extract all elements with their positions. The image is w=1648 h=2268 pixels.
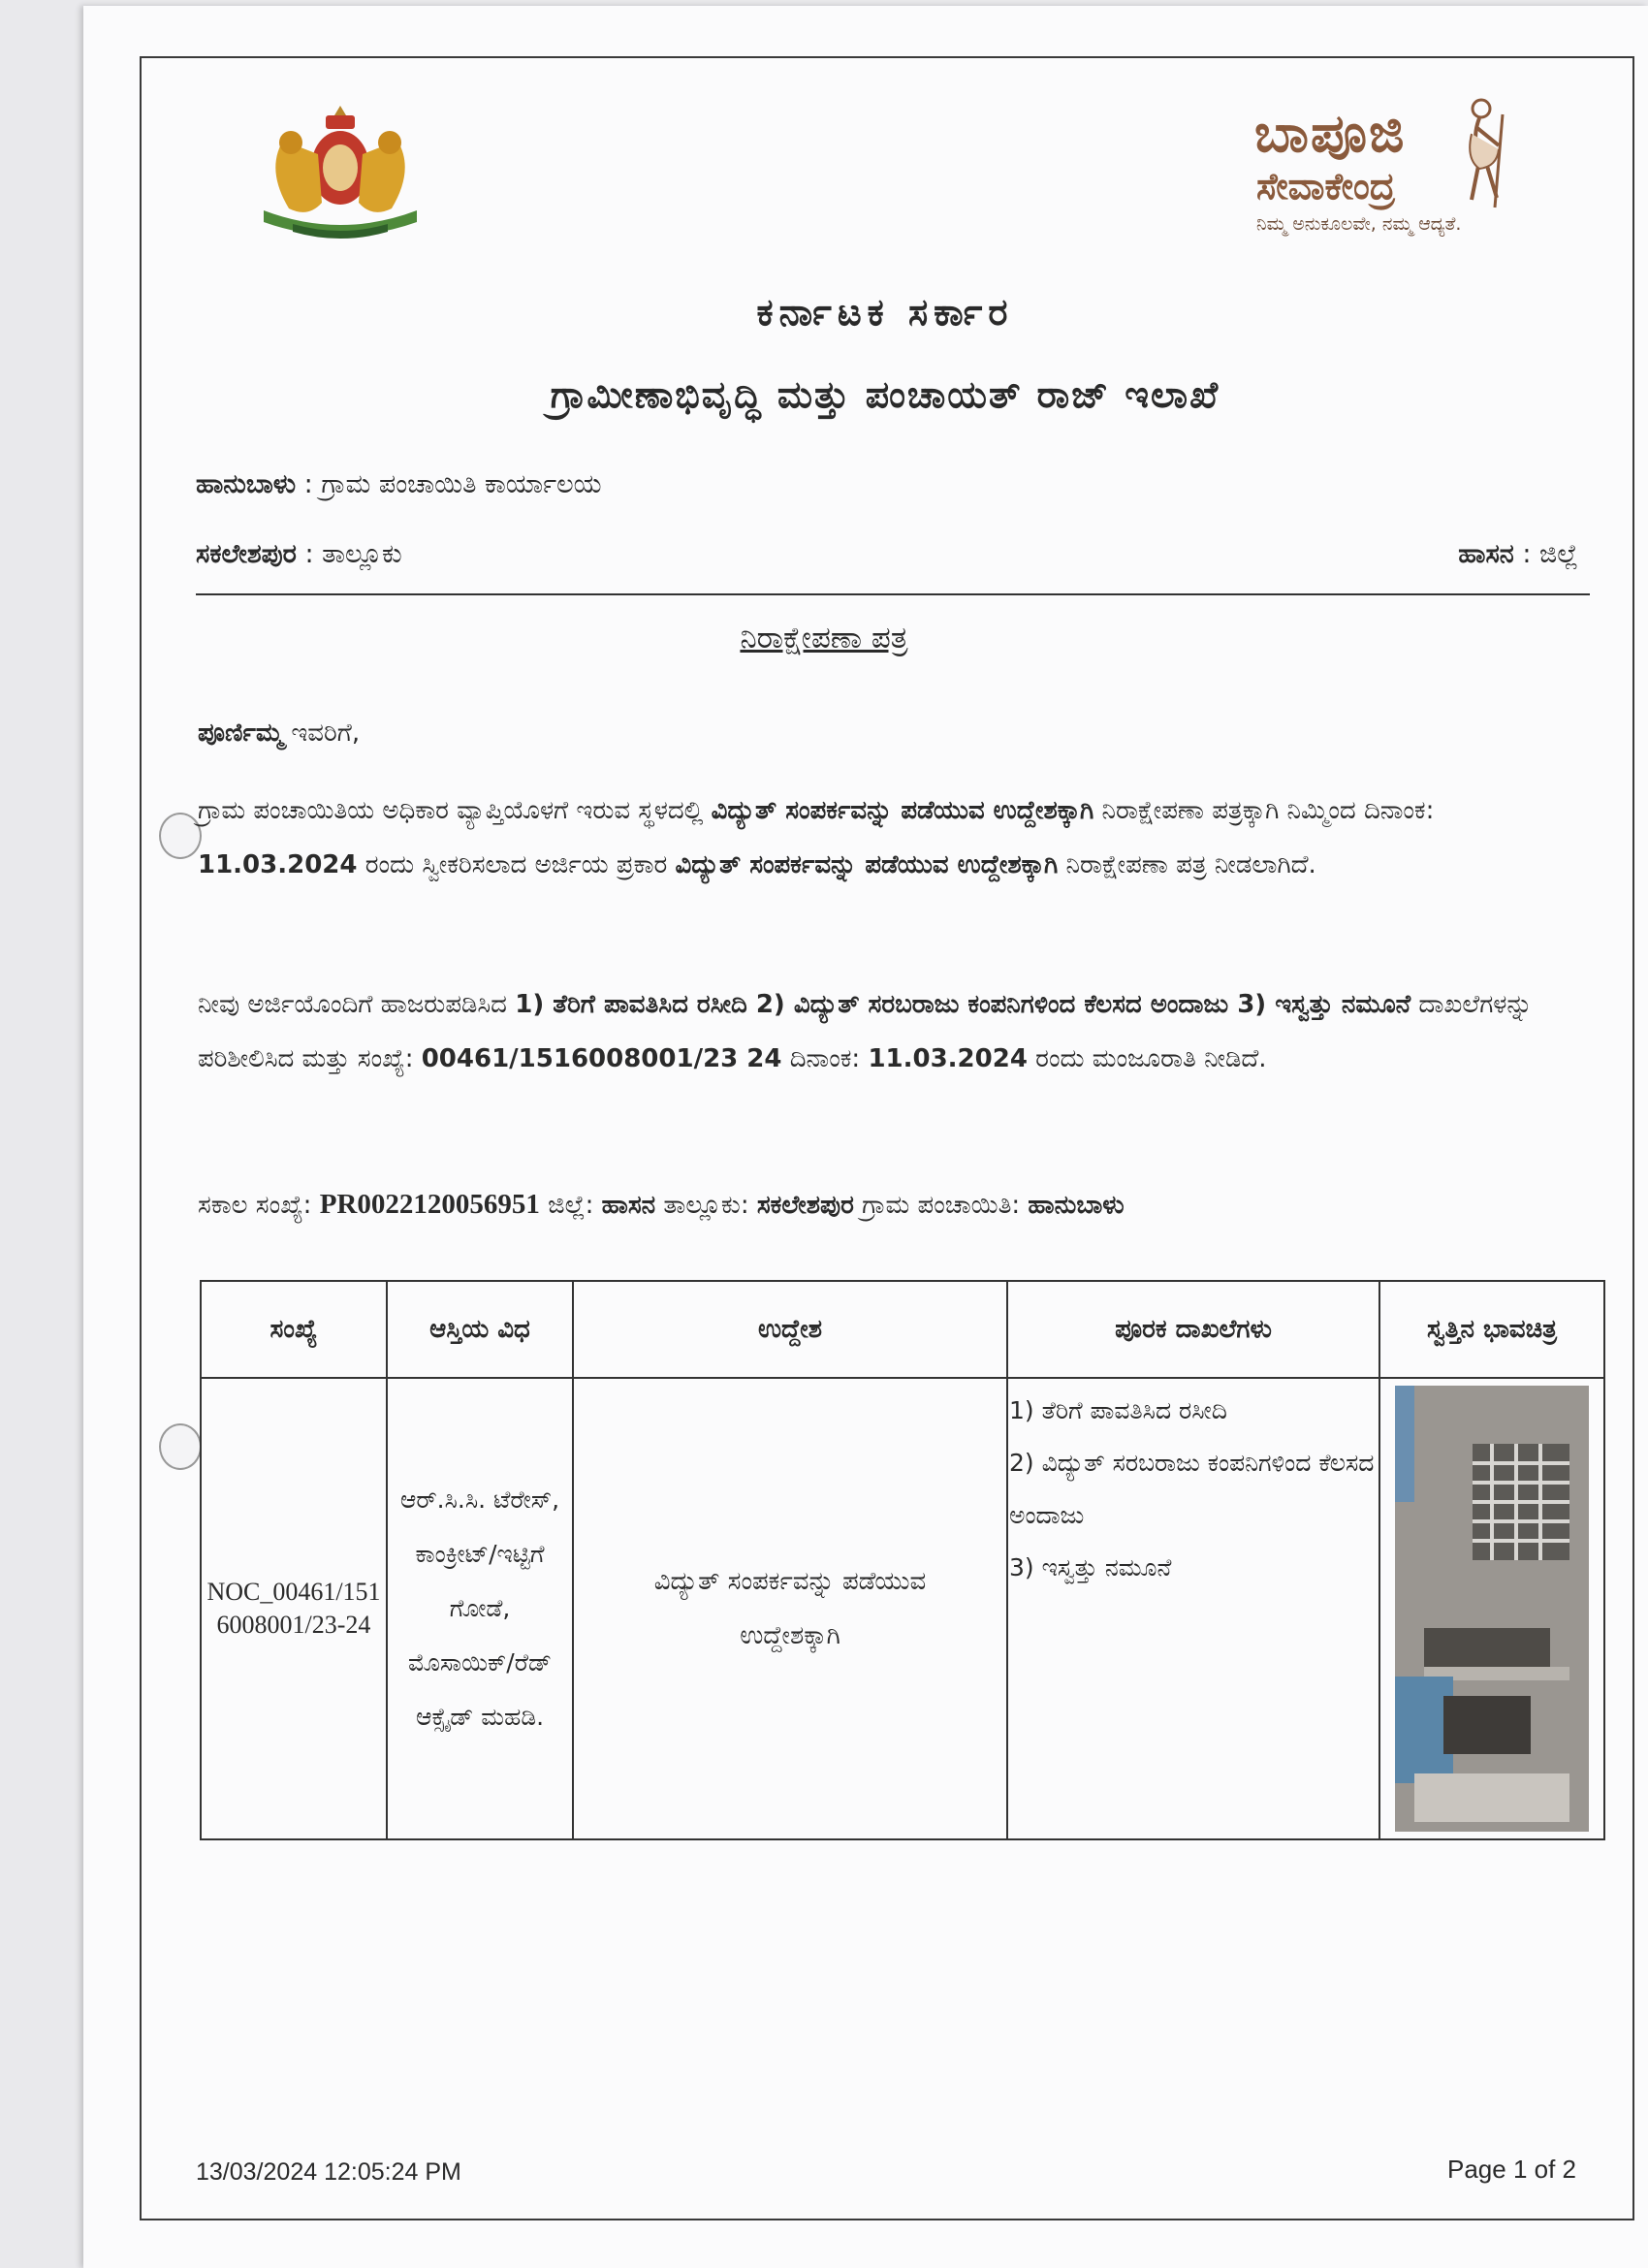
para1-text: ನಿರಾಕ್ಷೇಪಣಾ ಪತ್ರ ನೀಡಲಾಗಿದೆ. xyxy=(1058,850,1316,879)
documents-list: 1) ತೆರಿಗೆ ಪಾವತಿಸಿದ ರಸೀದಿ 2) ವಿದ್ಯುತ್ ಸರಬರಾಜು ಕಂಪನಿಗಳಿಂದ ಕೆಲಸದ ಅಂದಾಜು 3) ಇಸ್ವತ್ತು ನಮೂನೆ xyxy=(515,990,1411,1019)
taluk-value: ಸಕಲೇಶಪುರ xyxy=(756,1191,854,1220)
brand-tagline: ನಿಮ್ಮ ಅನುಕೂಲವೇ, ನಮ್ಮ ಆದ್ಯತೆ. xyxy=(1256,213,1462,235)
paragraph-1 xyxy=(198,783,1594,892)
supporting-documents xyxy=(1007,1378,1379,1839)
property-type: ಆರ್.ಸಿ.ಸಿ. ಟೆರೇಸ್, ಕಾಂಕ್ರೀಟ್/ಇಟ್ಟಿಗೆ ಗೋಡೆ, ಮೊಸಾಯಿಕ್/ರೆಡ್ ಆಕ್ಸೈಡ್ ಮಹಡಿ. xyxy=(387,1378,573,1839)
district-line xyxy=(1458,539,1578,570)
table-row xyxy=(201,1378,1604,1839)
header-property-photo: ಸ್ವತ್ತಿನ ಭಾವಚಿತ್ರ xyxy=(1379,1281,1604,1378)
property-photo xyxy=(1395,1386,1589,1832)
district-name: ಹಾಸನ xyxy=(1458,539,1514,569)
government-title: ಕರ್ನಾಟಕ ಸರ್ಕಾರ xyxy=(756,291,1014,334)
department-title: ಗ್ರಾಮೀಣಾಭಿವೃದ್ಧಿ ಮತ್ತು ಪಂಚಾಯತ್ ರಾಜ್ ಇಲಾಖೆ xyxy=(550,373,1220,416)
sanction-date: 11.03.2024 xyxy=(868,1044,1028,1073)
para2-text: ರಂದು ಮಂಜೂರಾತಿ ನೀಡಿದೆ. xyxy=(1027,1044,1267,1073)
sanction-number: 00461/1516008001/23 24 xyxy=(421,1044,782,1073)
gandhi-walking-icon xyxy=(1444,95,1522,211)
property-photo-cell xyxy=(1379,1378,1604,1839)
para1-text: ನಿರಾಕ್ಷೇಪಣಾ ಪತ್ರಕ್ಕಾಗಿ ನಿಮ್ಮಿಂದ ದಿನಾಂಕ: xyxy=(1093,796,1435,825)
sakala-line xyxy=(198,1177,1594,1232)
recipient-name: ಪೂರ್ಣಿಮ್ಮ xyxy=(198,719,284,748)
header-supporting-documents: ಪೂರಕ ದಾಖಲೆಗಳು xyxy=(1007,1281,1379,1378)
brand-subtitle: ಸೇವಾಕೇಂದ್ರ xyxy=(1256,165,1396,208)
karnataka-state-emblem-icon xyxy=(254,102,427,242)
para2-text: ನೀವು ಅರ್ಜಿಯೊಂದಿಗೆ ಹಾಜರುಪಡಿಸಿದ xyxy=(198,990,516,1019)
para1-text: ಗ್ರಾಮ ಪಂಚಾಯಿತಿಯ ಅಧಿಕಾರ ವ್ಯಾಪ್ತಿಯೊಳಗೆ ಇರುವ ಸ್ಥಳದಲ್ಲಿ xyxy=(198,796,712,825)
para1-text: ರಂದು ಸ್ವೀಕರಿಸಲಾದ ಅರ್ಜಿಯ ಪ್ರಕಾರ xyxy=(357,850,676,879)
district-value: ಹಾಸನ xyxy=(601,1191,656,1220)
header-property-type: ಆಸ್ತಿಯ ವಿಧ xyxy=(387,1281,573,1378)
print-timestamp: 13/03/2024 12:05:24 PM xyxy=(196,2158,461,2186)
application-date: 11.03.2024 xyxy=(198,850,358,879)
salutation-suffix: ಇವರಿಗೆ, xyxy=(283,719,361,748)
page-number: Page 1 of 2 xyxy=(1447,2155,1576,2184)
noc-number: NOC_00461/1516008001/23-24 xyxy=(201,1378,387,1839)
header-divider xyxy=(196,593,1590,595)
taluk-name: ಸಕಲೇಶಪುರ xyxy=(196,539,297,569)
district-suffix: : ಜಿಲ್ಲೆ xyxy=(1513,539,1578,569)
sakala-number: PR0022120056951 xyxy=(319,1189,540,1220)
gram-panchayat-name: ಹಾನುಬಾಳು xyxy=(196,469,297,499)
para2-text: ದಿನಾಂಕ: xyxy=(781,1044,869,1073)
bapuji-seva-kendra-logo xyxy=(1251,95,1532,250)
salutation xyxy=(198,706,1594,760)
noc-details-table xyxy=(200,1280,1605,1840)
taluk-line xyxy=(196,539,402,570)
document-item: 3) ಇಸ್ವತ್ತು ನಮೂನೆ xyxy=(1009,1553,1172,1581)
header-purpose: ಉದ್ದೇಶ xyxy=(573,1281,1007,1378)
gp-label: ಗ್ರಾಮ ಪಂಚಾಯಿತಿ: xyxy=(853,1191,1029,1220)
document-title: ನಿರಾಕ್ಷೇಪಣಾ ಪತ್ರ xyxy=(740,621,908,655)
gram-panchayat-line xyxy=(196,469,602,500)
taluk-suffix: : ತಾಲ್ಲೂಕು xyxy=(296,539,402,569)
paragraph-2 xyxy=(198,977,1594,1086)
para2-text: ದಾಖಲೆಗಳನ್ನು ಪರಿಶೀಲಿಸಿದ ಮತ್ತು ಸಂಖ್ಯೆ: xyxy=(198,990,1533,1073)
para1-purpose: ವಿದ್ಯುತ್ ಸಂಪರ್ಕವನ್ನು ಪಡೆಯುವ ಉದ್ದೇಶಕ್ಕಾಗಿ xyxy=(675,850,1059,879)
taluk-label: ತಾಲ್ಲೂಕು: xyxy=(655,1191,757,1220)
para1-purpose: ವಿದ್ಯುತ್ ಸಂಪರ್ಕವನ್ನು ಪಡೆಯುವ ಉದ್ದೇಶಕ್ಕಾಗಿ xyxy=(711,796,1094,825)
document-item: 2) ವಿದ್ಯುತ್ ಸರಬರಾಜು ಕಂಪನಿಗಳಿಂದ ಕೆಲಸದ ಅಂದಾಜು xyxy=(1009,1449,1375,1529)
gp-value: ಹಾನುಬಾಳು xyxy=(1028,1191,1125,1220)
header-number: ಸಂಖ್ಯೆ xyxy=(201,1281,387,1378)
district-label: ಜಿಲ್ಲೆ: xyxy=(539,1191,602,1220)
brand-name: ಬಾಪೂಜಿ xyxy=(1254,103,1407,164)
gram-panchayat-suffix: : ಗ್ರಾಮ ಪಂಚಾಯಿತಿ ಕಾರ್ಯಾಲಯ xyxy=(296,469,602,499)
table-header-row xyxy=(201,1281,1604,1378)
document-item: 1) ತೆರಿಗೆ ಪಾವತಿಸಿದ ರಸೀದಿ xyxy=(1009,1396,1227,1424)
purpose: ವಿದ್ಯುತ್ ಸಂಪರ್ಕವನ್ನು ಪಡೆಯುವ ಉದ್ದೇಶಕ್ಕಾಗಿ xyxy=(573,1378,1007,1839)
sakala-label: ಸಕಾಲ ಸಂಖ್ಯೆ: xyxy=(198,1191,320,1220)
